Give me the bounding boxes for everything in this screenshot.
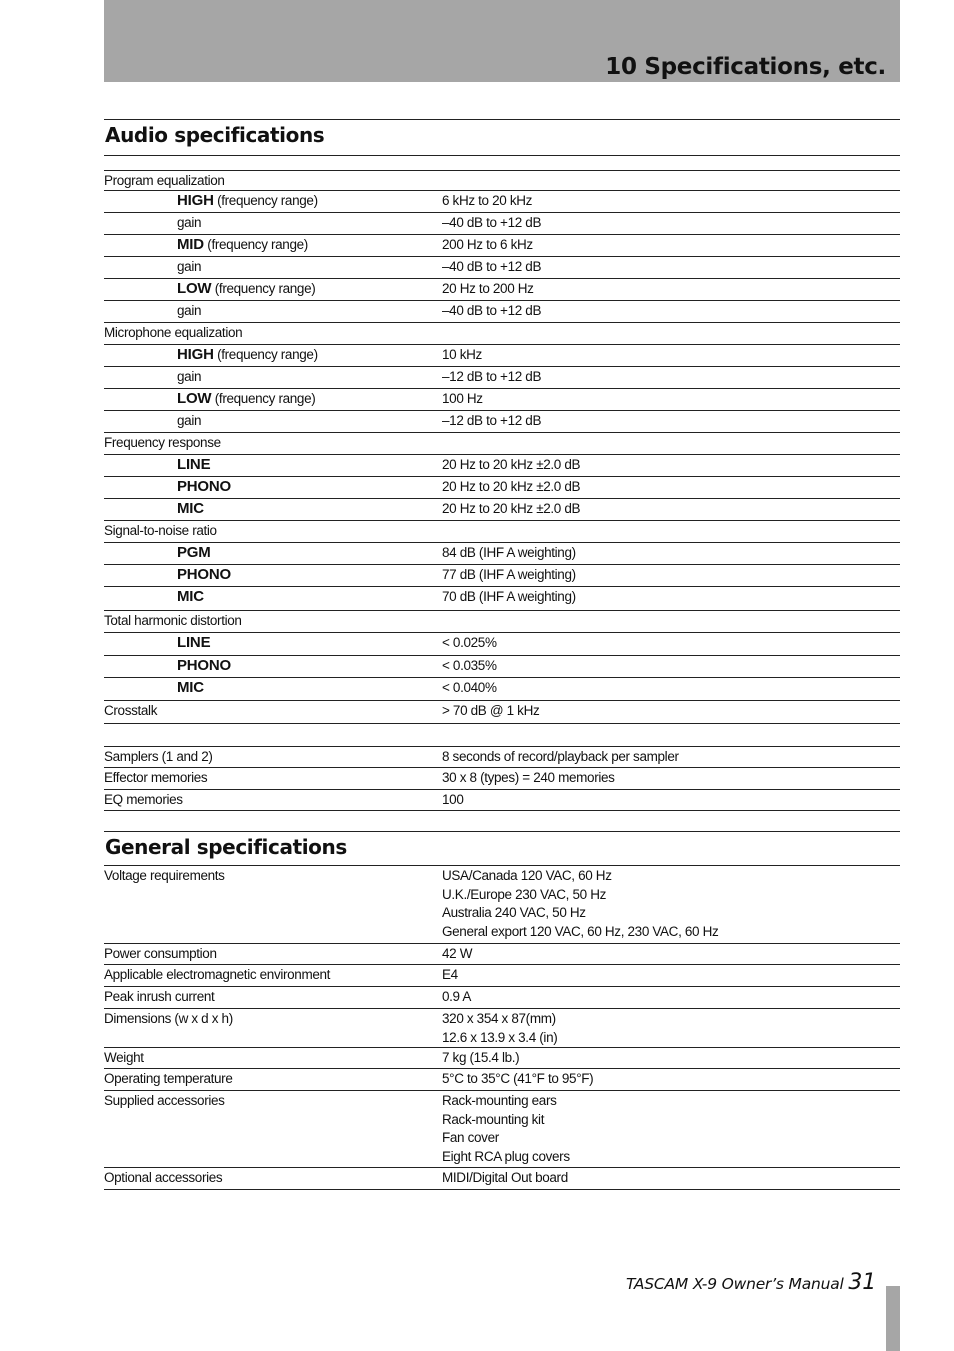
spec-value-line: Eight RCA plug covers	[442, 1148, 570, 1164]
spec-label: Dimensions (w x d x h)	[104, 1011, 233, 1026]
spec-value-line: Australia 240 VAC, 50 Hz	[442, 905, 586, 920]
spec-value: 100 Hz	[442, 391, 483, 406]
spec-label-bold: PHONO	[177, 478, 232, 495]
spec-row	[104, 564, 900, 586]
spec-value: 20 Hz to 20 kHz ±2.0 dB	[442, 501, 581, 516]
spec-value: –40 dB to +12 dB	[442, 259, 542, 274]
spec-label-text: (frequency range)	[213, 193, 318, 208]
spec-label	[104, 702, 157, 721]
spec-label: Supplied accessories	[104, 1093, 225, 1108]
spec-label-text: (frequency range)	[211, 281, 316, 296]
spec-label: Power consumption	[104, 946, 217, 961]
spec-value: 77 dB (IHF A weighting)	[442, 567, 576, 582]
spec-value-line: 7 kg (15.4 lb.)	[442, 1050, 520, 1065]
spec-value	[442, 1169, 568, 1188]
page-number: 31	[848, 1270, 876, 1295]
spec-value	[442, 1092, 570, 1166]
spec-label-text: Total harmonic distortion	[104, 613, 242, 628]
spec-value-line: Fan cover	[442, 1130, 499, 1145]
spec-value-line: Rack-mounting kit	[442, 1111, 545, 1127]
spec-label: Optional accessories	[104, 1170, 223, 1185]
spec-row	[104, 212, 900, 234]
page-footer	[626, 1270, 876, 1295]
spec-value: 20 Hz to 20 kHz ±2.0 dB	[442, 457, 581, 472]
spec-row	[104, 586, 900, 610]
spec-value: 20 Hz to 200 Hz	[442, 281, 534, 296]
spec-label-text: Samplers (1 and 2)	[104, 749, 213, 764]
spec-label-bold: LINE	[177, 634, 211, 651]
audio-specifications	[104, 119, 900, 811]
spec-label	[177, 368, 201, 387]
spec-label: Peak inrush current	[104, 989, 215, 1004]
spec-label-text: gain	[177, 413, 202, 428]
spec-row	[104, 234, 900, 256]
spec-label	[177, 192, 318, 211]
spec-label	[177, 236, 308, 255]
spec-label-text: gain	[177, 259, 202, 274]
spec-label-bold: MID	[177, 236, 204, 253]
spec-row	[104, 1090, 900, 1167]
spec-value	[442, 966, 458, 985]
spec-label	[177, 500, 204, 519]
spec-row	[104, 677, 900, 700]
section-title: General specifications	[104, 831, 900, 866]
spec-label	[177, 544, 211, 563]
spec-label: Applicable electromagnetic environment	[104, 967, 331, 982]
spec-value: 84 dB (IHF A weighting)	[442, 545, 576, 560]
spec-row	[104, 366, 900, 388]
spec-label	[104, 791, 183, 810]
spec-label	[104, 172, 225, 191]
spec-value-line: E4	[442, 967, 458, 982]
spec-label-bold: LOW	[177, 390, 212, 407]
spec-label	[177, 302, 201, 321]
chapter-header	[104, 0, 900, 82]
page-tab-marker	[886, 1286, 900, 1351]
spec-row	[104, 432, 900, 454]
chapter-title: 10 Specifications, etc.	[605, 54, 886, 80]
spec-row	[104, 520, 900, 542]
spec-label	[177, 412, 201, 431]
spec-label	[177, 679, 204, 698]
spec-row	[104, 190, 900, 212]
spec-row	[104, 170, 900, 190]
spec-label-text: Signal-to-noise ratio	[104, 523, 217, 538]
spec-row	[104, 388, 900, 410]
spec-value	[442, 945, 472, 964]
spec-row	[104, 746, 900, 767]
spec-value: 8 seconds of record/playback per sampler	[442, 749, 679, 764]
spec-label-text: Effector memories	[104, 770, 208, 785]
general-spec-table	[104, 866, 900, 1189]
spec-row	[104, 278, 900, 300]
audio-spec-table	[104, 170, 900, 723]
spec-row	[104, 1008, 900, 1047]
spec-value	[442, 988, 471, 1007]
section-title: Audio specifications	[104, 119, 900, 156]
spec-label-text: (frequency range)	[203, 237, 308, 252]
spec-label-text: (frequency range)	[211, 391, 316, 406]
spec-value: 30 x 8 (types) = 240 memories	[442, 770, 615, 785]
spec-label	[177, 280, 315, 299]
spec-value: < 0.025%	[442, 635, 497, 650]
spec-label-text: gain	[177, 369, 202, 384]
spec-label	[104, 748, 213, 767]
spec-label	[177, 390, 315, 409]
spec-label	[177, 588, 204, 607]
spec-value-line: USA/Canada 120 VAC, 60 Hz	[442, 868, 612, 883]
spec-value	[442, 1049, 519, 1068]
spec-label	[177, 634, 210, 653]
general-specifications	[104, 831, 900, 1190]
spec-label-text: Microphone equalization	[104, 325, 243, 340]
spec-value: 6 kHz to 20 kHz	[442, 193, 533, 208]
spec-row	[104, 700, 900, 723]
spec-row	[104, 767, 900, 789]
spec-value: –12 dB to +12 dB	[442, 413, 542, 428]
spec-label-bold: PHONO	[177, 657, 232, 674]
spec-label-bold: MIC	[177, 588, 204, 605]
spec-value-line: U.K./Europe 230 VAC, 50 Hz	[442, 886, 606, 902]
spec-value: –40 dB to +12 dB	[442, 215, 542, 230]
spec-value-line: MIDI/Digital Out board	[442, 1170, 568, 1185]
spec-row	[104, 256, 900, 278]
spec-value-line: Rack-mounting ears	[442, 1093, 557, 1108]
manual-name: TASCAM X-9 Owner’s Manual	[626, 1275, 844, 1293]
spec-label-text: (frequency range)	[213, 347, 318, 362]
spec-row	[104, 410, 900, 432]
spec-row	[104, 632, 900, 655]
spec-row	[104, 498, 900, 520]
spec-label-bold: LOW	[177, 280, 212, 297]
spec-row	[104, 1068, 900, 1090]
spec-label-bold: MIC	[177, 679, 204, 696]
spec-row	[104, 789, 900, 810]
spec-label-bold: PGM	[177, 544, 211, 561]
spec-value-line: General export 120 VAC, 60 Hz, 230 VAC, 60 Hz	[442, 923, 719, 939]
spec-label	[177, 258, 201, 277]
spec-row	[104, 1167, 900, 1189]
spec-value: > 70 dB @ 1 kHz	[442, 703, 540, 718]
spec-label	[177, 657, 231, 676]
spec-label-text: Frequency response	[104, 435, 221, 450]
spec-label	[104, 769, 207, 788]
spec-value-line: 5°C to 35°C (41°F to 95°F)	[442, 1071, 594, 1086]
spec-row	[104, 986, 900, 1008]
spec-value: 10 kHz	[442, 347, 482, 362]
spec-label	[177, 566, 231, 585]
spec-row	[104, 454, 900, 476]
spec-label	[177, 346, 318, 365]
spec-label-bold: LINE	[177, 456, 211, 473]
spec-label-text: Crosstalk	[104, 703, 158, 718]
spec-value: 70 dB (IHF A weighting)	[442, 589, 576, 604]
spec-label-text: gain	[177, 303, 202, 318]
spec-label	[177, 456, 210, 475]
spec-value: < 0.035%	[442, 658, 497, 673]
spec-row	[104, 655, 900, 677]
spec-label-bold: PHONO	[177, 566, 232, 583]
spec-row	[104, 542, 900, 564]
spec-label	[177, 214, 201, 233]
spec-row	[104, 344, 900, 366]
spec-label-bold: HIGH	[177, 346, 214, 363]
spec-label: Operating temperature	[104, 1071, 233, 1086]
spec-label	[104, 522, 217, 541]
spec-label	[104, 324, 242, 343]
spec-value: 100	[442, 792, 464, 807]
spec-label	[177, 478, 231, 497]
spec-label-text: gain	[177, 215, 202, 230]
spec-value: 20 Hz to 20 kHz ±2.0 dB	[442, 479, 581, 494]
spec-value-line: 12.6 x 13.9 x 3.4 (in)	[442, 1029, 558, 1045]
spec-row	[104, 300, 900, 322]
spec-label-bold: HIGH	[177, 192, 214, 209]
spec-value-line: 320 x 354 x 87(mm)	[442, 1011, 556, 1026]
spec-label	[104, 434, 221, 453]
spec-label: Voltage requirements	[104, 868, 225, 883]
spec-label: Weight	[104, 1050, 144, 1065]
spec-value: 200 Hz to 6 kHz	[442, 237, 533, 252]
spec-value: –40 dB to +12 dB	[442, 303, 542, 318]
spec-value: < 0.040%	[442, 680, 497, 695]
spec-value	[442, 1010, 557, 1047]
spec-label-text: EQ memories	[104, 792, 183, 807]
spec-value-line: 42 W	[442, 946, 473, 961]
spec-value	[442, 1070, 593, 1089]
spec-row	[104, 610, 900, 632]
spec-row	[104, 943, 900, 964]
spec-value	[442, 867, 718, 941]
spec-row	[104, 964, 900, 986]
spec-label-bold: MIC	[177, 500, 204, 517]
spec-row	[104, 476, 900, 498]
audio-spec-table-2	[104, 746, 900, 810]
spec-label-text: Program equalization	[104, 173, 225, 188]
spec-row	[104, 1047, 900, 1068]
spec-row	[104, 322, 900, 344]
spec-value-line: 0.9 A	[442, 989, 472, 1004]
spec-value: –12 dB to +12 dB	[442, 369, 542, 384]
spec-label	[104, 612, 242, 631]
spec-row	[104, 866, 900, 943]
